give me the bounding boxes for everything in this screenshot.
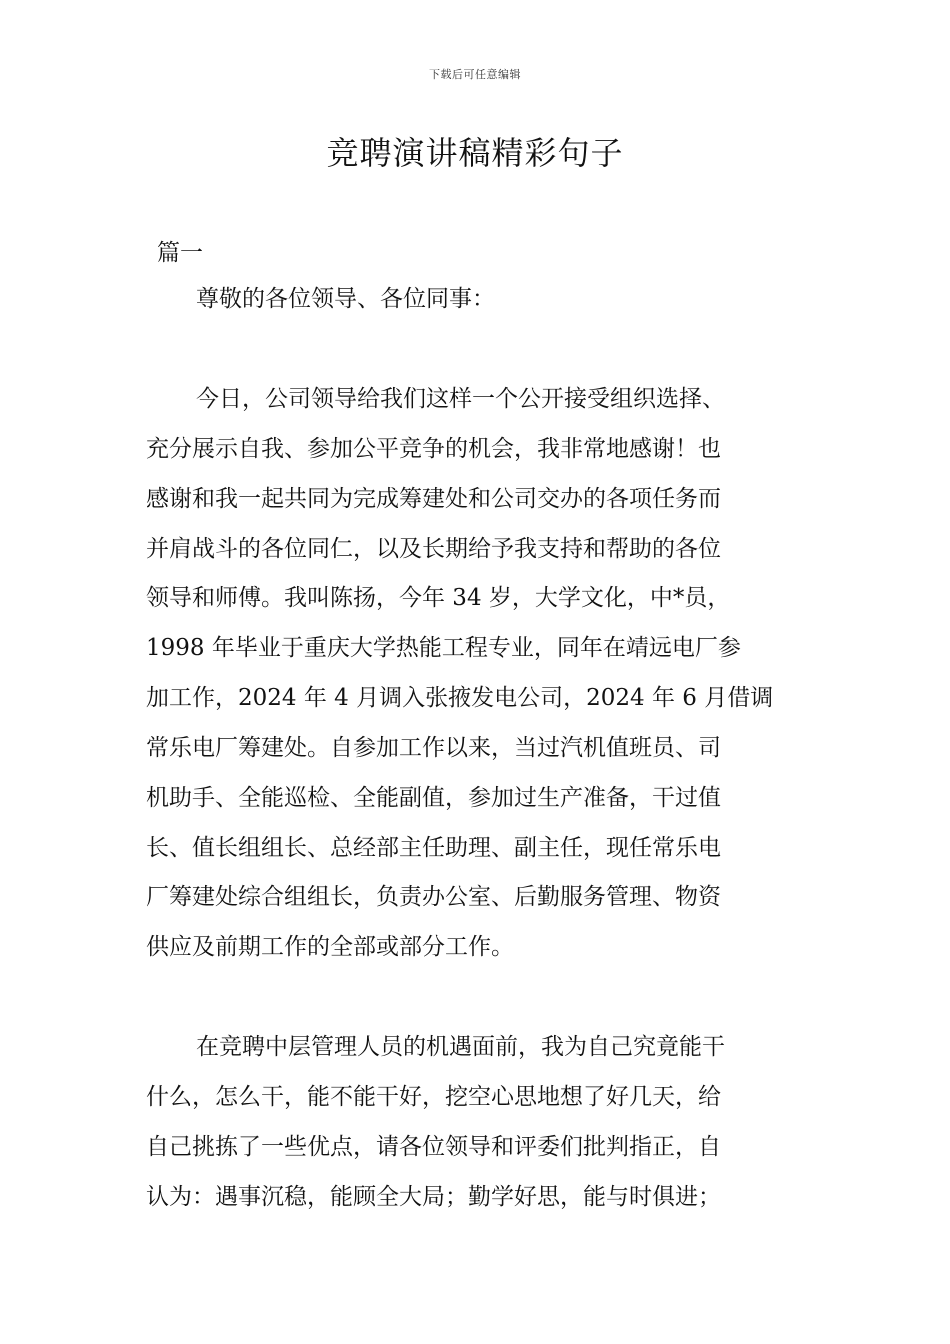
paragraph-line: 机助手、全能巡检、全能副值，参加过生产准备，干过值 xyxy=(146,785,721,811)
paragraph-line: 1998 年毕业于重庆大学热能工程专业，同年在靖远电厂参 xyxy=(146,635,741,661)
paragraph-line: 常乐电厂筹建处。自参加工作以来，当过汽机值班员、司 xyxy=(146,735,721,761)
paragraph-line: 今日，公司领导给我们这样一个公开接受组织选择、 xyxy=(196,386,725,412)
paragraph-line: 充分展示自我、参加公平竞争的机会，我非常地感谢！也 xyxy=(146,436,721,462)
paragraph-line: 长、值长组组长、总经部主任助理、副主任，现任常乐电 xyxy=(146,835,721,861)
section-label: 篇一 xyxy=(157,240,203,266)
paragraph-line: 并肩战斗的各位同仁，以及长期给予我支持和帮助的各位 xyxy=(146,536,721,562)
paragraph-line: 厂筹建处综合组组长，负责办公室、后勤服务管理、物资 xyxy=(146,884,721,910)
paragraph-line: 感谢和我一起共同为完成筹建处和公司交办的各项任务而 xyxy=(146,486,721,512)
header-note: 下载后可任意编辑 xyxy=(429,68,521,81)
paragraph-line: 领导和师傅。我叫陈扬，今年 34 岁，大学文化，中*员， xyxy=(146,585,731,611)
paragraph-line: 什么，怎么干，能不能干好，挖空心思地想了好几天，给 xyxy=(146,1084,721,1110)
paragraph-line: 在竞聘中层管理人员的机遇面前，我为自己究竟能干 xyxy=(196,1034,725,1060)
paragraph-line: 加工作，2024 年 4 月调入张掖发电公司，2024 年 6 月借调 xyxy=(146,685,774,711)
paragraph-line: 供应及前期工作的全部或部分工作。 xyxy=(146,934,514,960)
paragraph-line: 认为：遇事沉稳，能顾全大局；勤学好思，能与时俱进； xyxy=(146,1184,721,1210)
salutation: 尊敬的各位领导、各位同事： xyxy=(196,286,495,312)
document-title: 竞聘演讲稿精彩句子 xyxy=(326,134,624,172)
paragraph-line: 自己挑拣了一些优点，请各位领导和评委们批判指正，自 xyxy=(146,1134,721,1160)
